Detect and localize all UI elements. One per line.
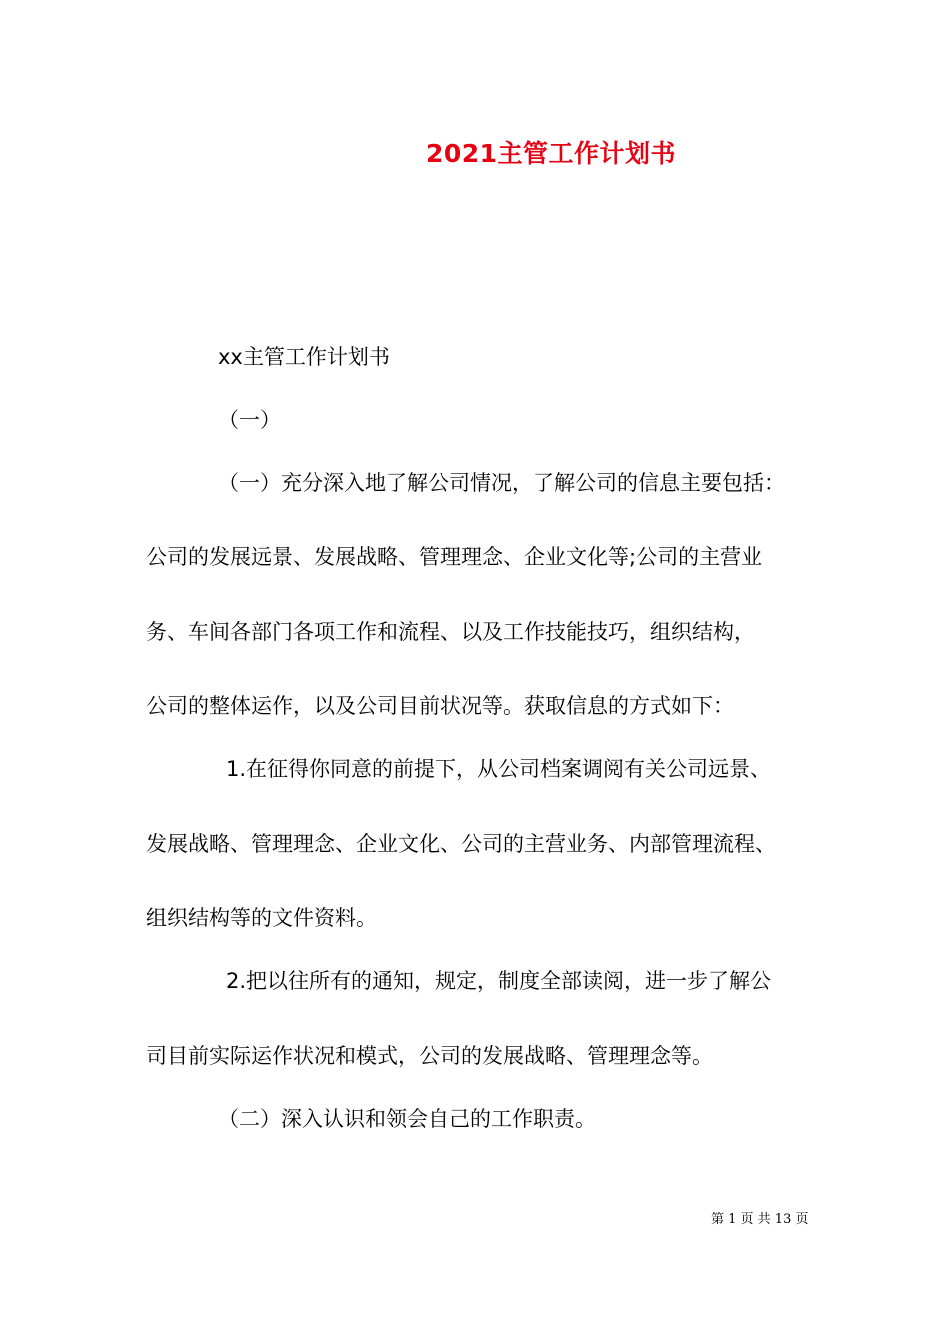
paragraph-line: 2.把以往所有的通知，规定，制度全部读阅，进一步了解公	[226, 969, 772, 993]
paragraph-line: 公司的发展远景、发展战略、管理理念、企业文化等;公司的主营业	[146, 545, 763, 569]
paragraph-line: 组织结构等的文件资料。	[146, 906, 377, 930]
paragraph-line: 公司的整体运作，以及公司目前状况等。获取信息的方式如下：	[146, 694, 734, 718]
section-marker: （一）	[218, 408, 281, 432]
paragraph-line: 司目前实际运作状况和模式，公司的发展战略、管理理念等。	[146, 1044, 713, 1068]
paragraph-line: 1.在征得你同意的前提下，从公司档案调阅有关公司远景、	[226, 757, 772, 781]
paragraph-line: 务、车间各部门各项工作和流程、以及工作技能技巧，组织结构，	[146, 620, 755, 644]
paragraph-line: 发展战略、管理理念、企业文化、公司的主营业务、内部管理流程、	[146, 832, 776, 856]
document-title: 2021主管工作计划书	[425, 139, 677, 168]
paragraph-line: （二）深入认识和领会自己的工作职责。	[218, 1107, 596, 1131]
paragraph-heading: xx主管工作计划书	[218, 345, 390, 369]
page-footer: 第 1 页 共 13 页	[711, 1212, 809, 1227]
paragraph-line: （一）充分深入地了解公司情况，了解公司的信息主要包括：	[218, 471, 785, 495]
